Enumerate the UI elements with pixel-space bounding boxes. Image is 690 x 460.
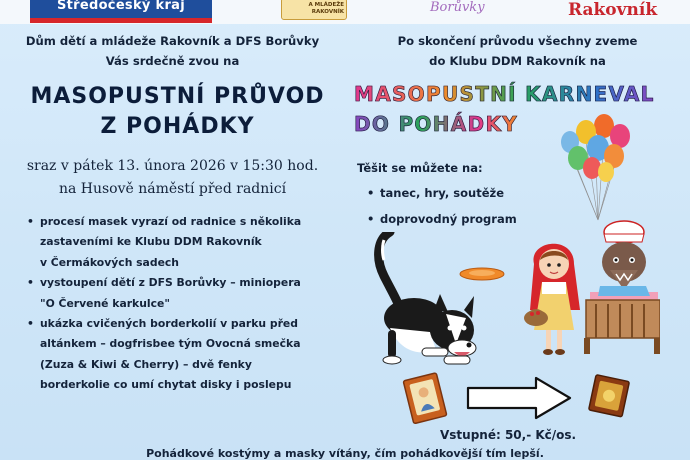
program-item xyxy=(27,314,342,396)
program-item-line: borderkolie co umí chytat disky i poslepu xyxy=(40,378,292,392)
book-right-icon xyxy=(584,372,636,420)
left-intro-line1: Dům dětí a mládeže Rakovník a DFS Borůvky xyxy=(25,34,320,48)
program-item-line: • ukázka cvičených borderkolií v parku před xyxy=(40,317,298,331)
program-item xyxy=(27,273,342,314)
book-left-icon xyxy=(398,370,454,426)
program-item-line: "O Červené karkulce" xyxy=(40,296,170,310)
program-item-line: • procesí masek vyrazí od radnice s několika xyxy=(40,215,302,228)
program-item-line: v Čermákových sadech xyxy=(40,255,179,269)
ddm-logo-line1: A MLÁDEŽE xyxy=(308,2,344,8)
karneval-items xyxy=(367,180,547,232)
balloons-icon xyxy=(558,112,636,224)
program-item-line: • vystoupení dětí z DFS Borůvky – miniopera xyxy=(40,276,301,290)
dfs-borovky-logo: Borůvky xyxy=(430,0,485,15)
ddm-rakovnik-logo xyxy=(281,0,347,20)
border-collie-icon xyxy=(370,232,490,368)
look-forward-label: Těšit se můžete na: xyxy=(357,161,483,175)
karneval-item: • tanec, hry, soutěže xyxy=(367,180,547,206)
karneval-title-line1: MASOPUSTNÍ KARNEVAL xyxy=(354,82,655,106)
program-list xyxy=(27,212,342,396)
wolf-in-bed-icon xyxy=(580,220,660,360)
entry-price: Vstupné: 50,- Kč/os. xyxy=(440,428,577,442)
ddm-logo-line2: RAKOVNÍK xyxy=(311,9,344,15)
left-intro-line2: Vás srdečně zvou na xyxy=(105,54,240,68)
right-intro-line1: Po skončení průvodu všechny zveme xyxy=(397,34,638,48)
karneval-item: • doprovodný program xyxy=(367,206,547,232)
costume-note: Pohádkové kostýmy a masky vítány, čím pohádkovější tím lepší. xyxy=(146,447,544,460)
karneval-title-line2: DO POHÁDKY xyxy=(354,112,519,136)
program-item-line: zastaveními ke Klubu DDM Rakovník xyxy=(40,235,262,249)
program-item xyxy=(27,212,342,273)
meeting-place: na Husově náměstí před radnicí xyxy=(58,181,287,197)
parade-title-line2: Z POHÁDKY xyxy=(100,114,255,139)
arrow-icon xyxy=(464,376,576,420)
stredocesky-kraj-logo: Středočeský kraj xyxy=(30,0,212,23)
rakovnik-city-logo: Rakovník xyxy=(568,0,658,20)
meeting-time: sraz v pátek 13. února 2026 v 15:30 hod. xyxy=(26,158,319,174)
parade-title-line1: MASOPUSTNÍ PRŮVOD xyxy=(30,84,325,109)
program-item-line: altánkem – dogfrisbee tým Ovocná smečka xyxy=(40,337,301,351)
program-item-line: (Zuza & Kiwi & Cherry) – dvě fenky xyxy=(40,357,252,371)
right-intro-line2: do Klubu DDM Rakovník na xyxy=(429,54,606,68)
